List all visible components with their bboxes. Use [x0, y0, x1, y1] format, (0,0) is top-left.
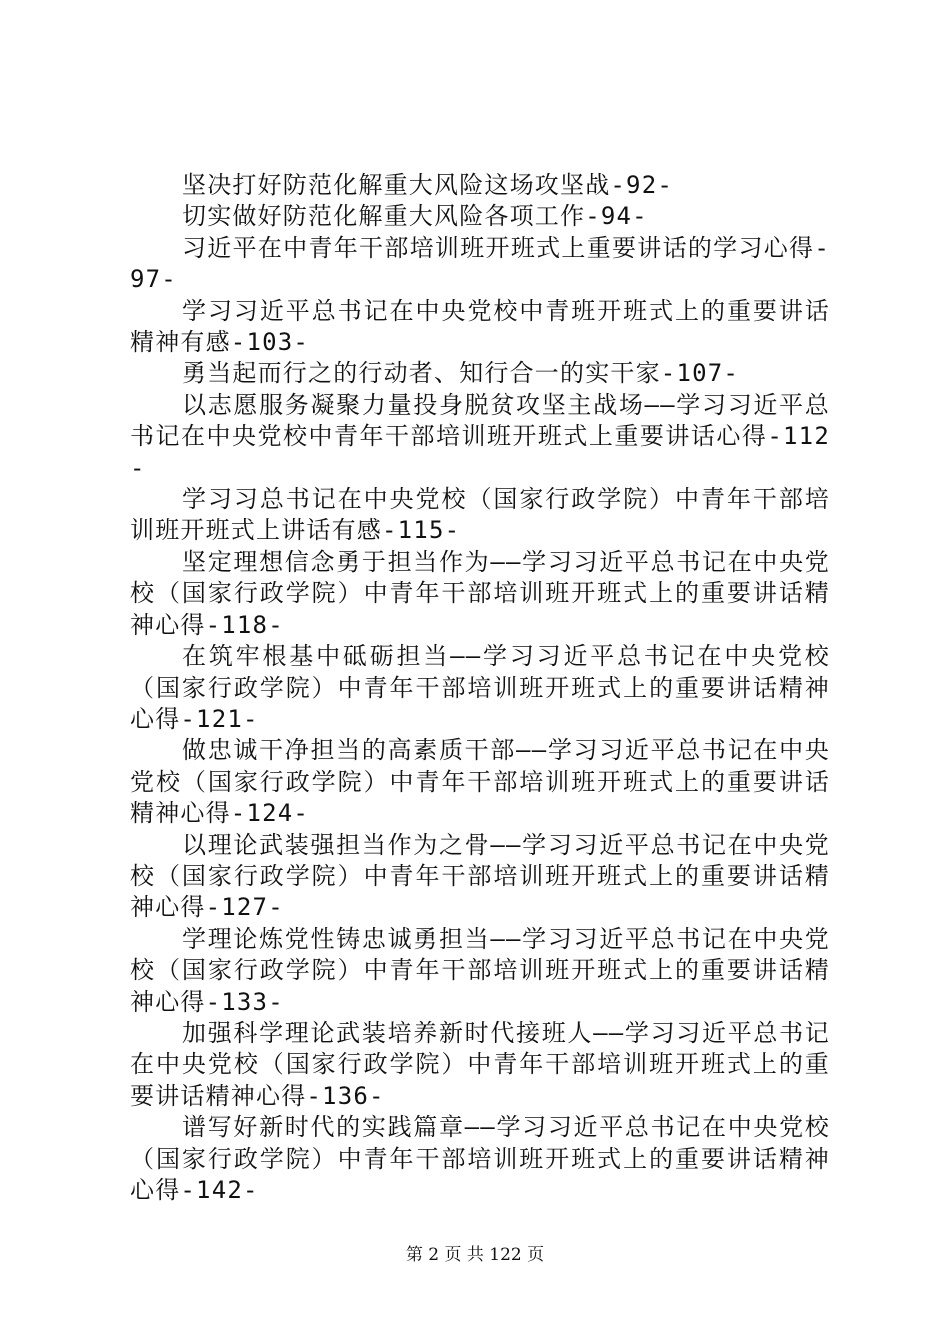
toc-entry[interactable]: 以志愿服务凝聚力量投身脱贫攻坚主战场——学习习近平总书记在中央党校中青年干部培训班开班式上重要讲话心得-112-	[130, 390, 830, 482]
page-footer	[0, 1244, 950, 1266]
toc-entry[interactable]: 加强科学理论武装培养新时代接班人——学习习近平总书记在中央党校（国家行政学院）中青年干部培训班开班式上的重要讲话精神心得-136-	[130, 1018, 830, 1110]
toc-entry[interactable]: 学习习近平总书记在中央党校中青班开班式上的重要讲话精神有感-103-	[130, 296, 830, 357]
toc-entry[interactable]: 学习习总书记在中央党校（国家行政学院）中青年干部培训班开班式上讲话有感-115-	[130, 485, 830, 545]
toc-entry[interactable]: 学理论炼党性铸忠诚勇担当——学习习近平总书记在中央党校（国家行政学院）中青年干部培训班开班式上的重要讲话精神心得-133-	[130, 924, 830, 1016]
toc-entry[interactable]: 在筑牢根基中砥砺担当——学习习近平总书记在中央党校（国家行政学院）中青年干部培训班开班式上的重要讲话精神心得-121-	[130, 642, 830, 733]
toc-entry[interactable]: 做忠诚干净担当的高素质干部——学习习近平总书记在中央党校（国家行政学院）中青年干部培训班开班式上的重要讲话精神心得-124-	[130, 736, 830, 828]
table-of-contents	[130, 170, 830, 1206]
toc-entry[interactable]: 谱写好新时代的实践篇章——学习习近平总书记在中央党校（国家行政学院）中青年干部培训班开班式上的重要讲话精神心得-142-	[130, 1113, 830, 1204]
toc-entry[interactable]: 以理论武装强担当作为之骨——学习习近平总书记在中央党校（国家行政学院）中青年干部培训班开班式上的重要讲话精神心得-127-	[130, 830, 830, 922]
toc-entry[interactable]: 切实做好防范化解重大风险各项工作-94-	[182, 202, 648, 231]
page-number-indicator: 第 2 页 共 122 页	[405, 1245, 545, 1265]
toc-entry[interactable]: 坚定理想信念勇于担当作为——学习习近平总书记在中央党校（国家行政学院）中青年干部培训班开班式上的重要讲话精神心得-118-	[130, 547, 830, 639]
toc-entry[interactable]: 坚决打好防范化解重大风险这场攻坚战-92-	[182, 171, 673, 199]
toc-entry[interactable]: 勇当起而行之的行动者、知行合一的实干家-107-	[182, 359, 740, 388]
toc-entry[interactable]: 习近平在中青年干部培训班开班式上重要讲话的学习心得-97-	[130, 233, 830, 294]
